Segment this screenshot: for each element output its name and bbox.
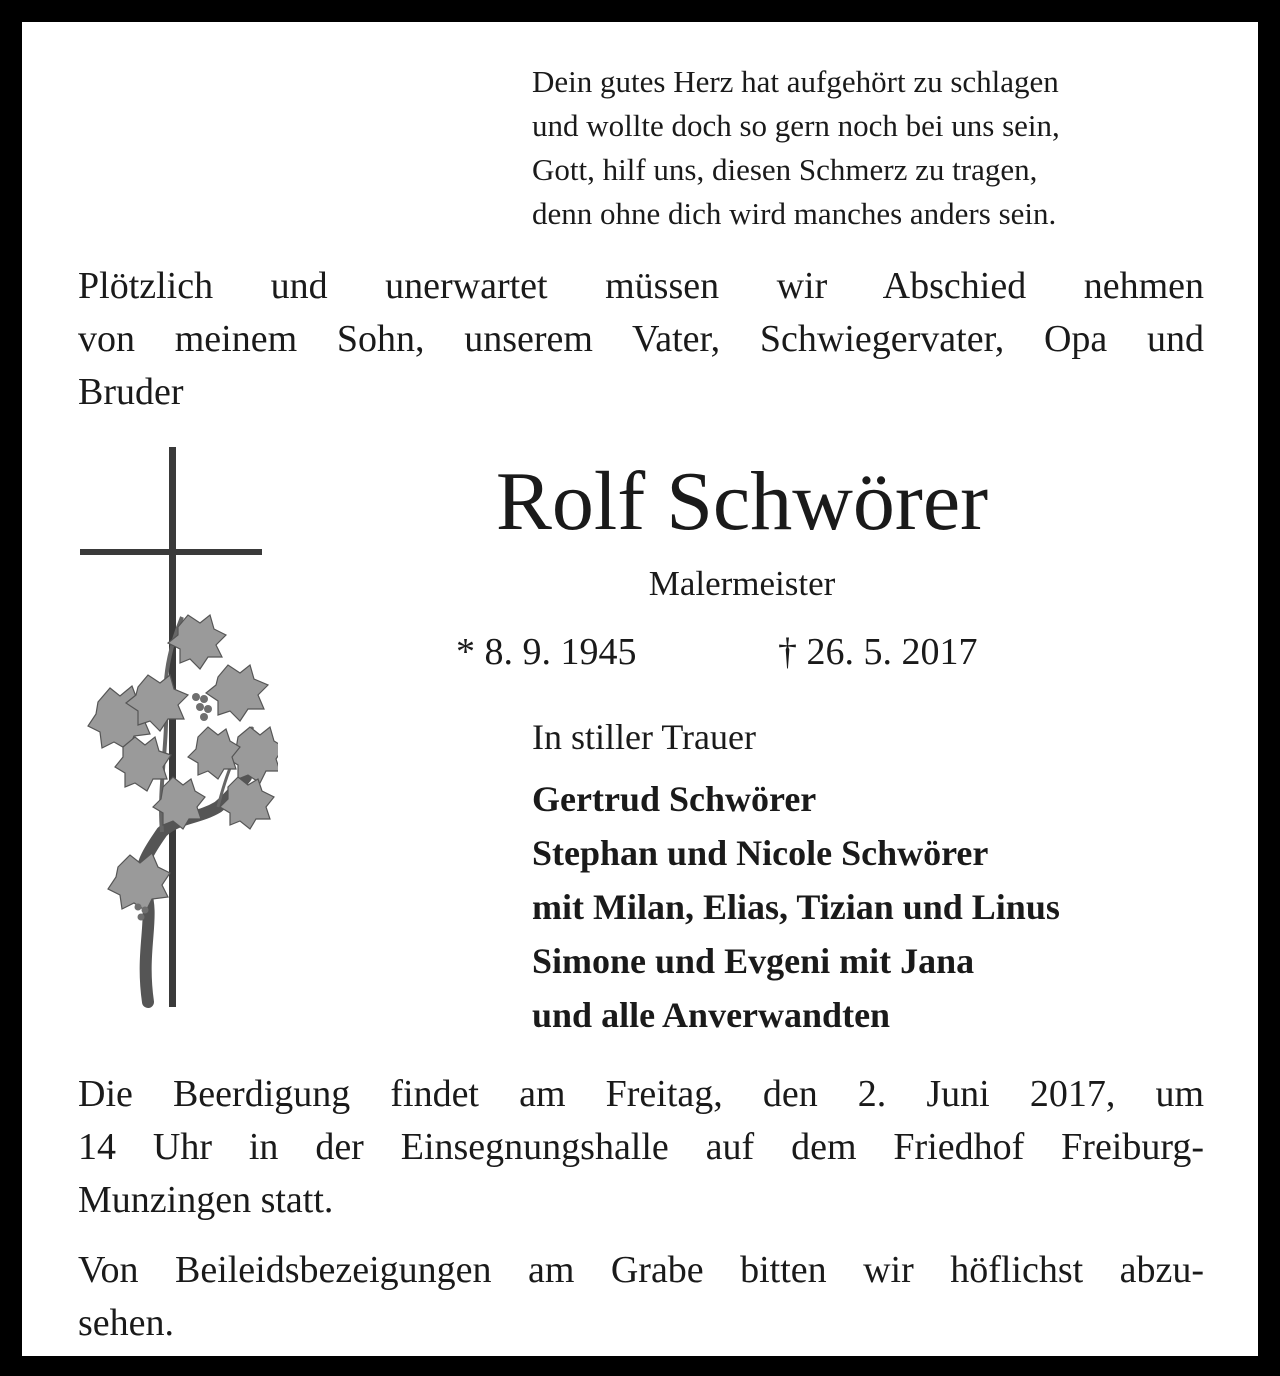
announcement-line: von meinem Sohn, unserem Vater, Schwiegervater, Opa und: [78, 318, 1204, 360]
funeral-details: [78, 1068, 1204, 1227]
mourner-line: Gertrud Schwörer: [532, 779, 817, 819]
mourner-line: mit Milan, Elias, Tizian und Linus: [532, 887, 1060, 927]
vine-leaves: [88, 615, 278, 911]
cross-vertical-beam: [169, 447, 176, 1007]
obituary-notice: [22, 22, 1258, 1356]
announcement-line: Bruder: [78, 371, 184, 413]
closing-line: Von Beileidsbezeigungen am Grabe bitten wir höflichst abzu-: [78, 1249, 1204, 1291]
poem-line: und wollte doch so gern noch bei uns sein,: [532, 108, 1060, 143]
condolence-request: [78, 1244, 1204, 1350]
memorial-poem: [532, 60, 1212, 236]
funeral-line: 14 Uhr in der Einsegnungshalle auf dem Friedhof Freiburg-: [78, 1126, 1204, 1168]
birth-date: * 8. 9. 1945: [456, 631, 637, 673]
mourners-list: [532, 772, 1060, 1042]
funeral-line: Munzingen statt.: [78, 1179, 334, 1221]
closing-line: sehen.: [78, 1302, 175, 1344]
announcement-text: [78, 260, 1204, 419]
mourner-line: Stephan und Nicole Schwörer: [532, 833, 989, 873]
poem-line: denn ohne dich wird manches anders sein.: [532, 196, 1057, 231]
poem-line: Gott, hilf uns, diesen Schmerz zu tragen,: [532, 152, 1038, 187]
mourner-line: Simone und Evgeni mit Jana: [532, 941, 975, 981]
cross-with-vine-illustration: [78, 447, 278, 1037]
mourning-heading: In stiller Trauer: [532, 717, 756, 757]
poem-line: Dein gutes Herz hat aufgehört zu schlagen: [532, 64, 1059, 99]
deceased-name: Rolf Schwörer: [495, 455, 989, 548]
cross-horizontal-beam: [80, 549, 262, 555]
deceased-profession: Malermeister: [648, 564, 836, 603]
mourner-line: und alle Anverwandten: [532, 995, 891, 1035]
death-date: † 26. 5. 2017: [778, 631, 978, 673]
announcement-line: Plötzlich und unerwartet müssen wir Abschied nehmen: [78, 265, 1204, 307]
funeral-line: Die Beerdigung findet am Freitag, den 2. Juni 2017, um: [78, 1073, 1204, 1115]
